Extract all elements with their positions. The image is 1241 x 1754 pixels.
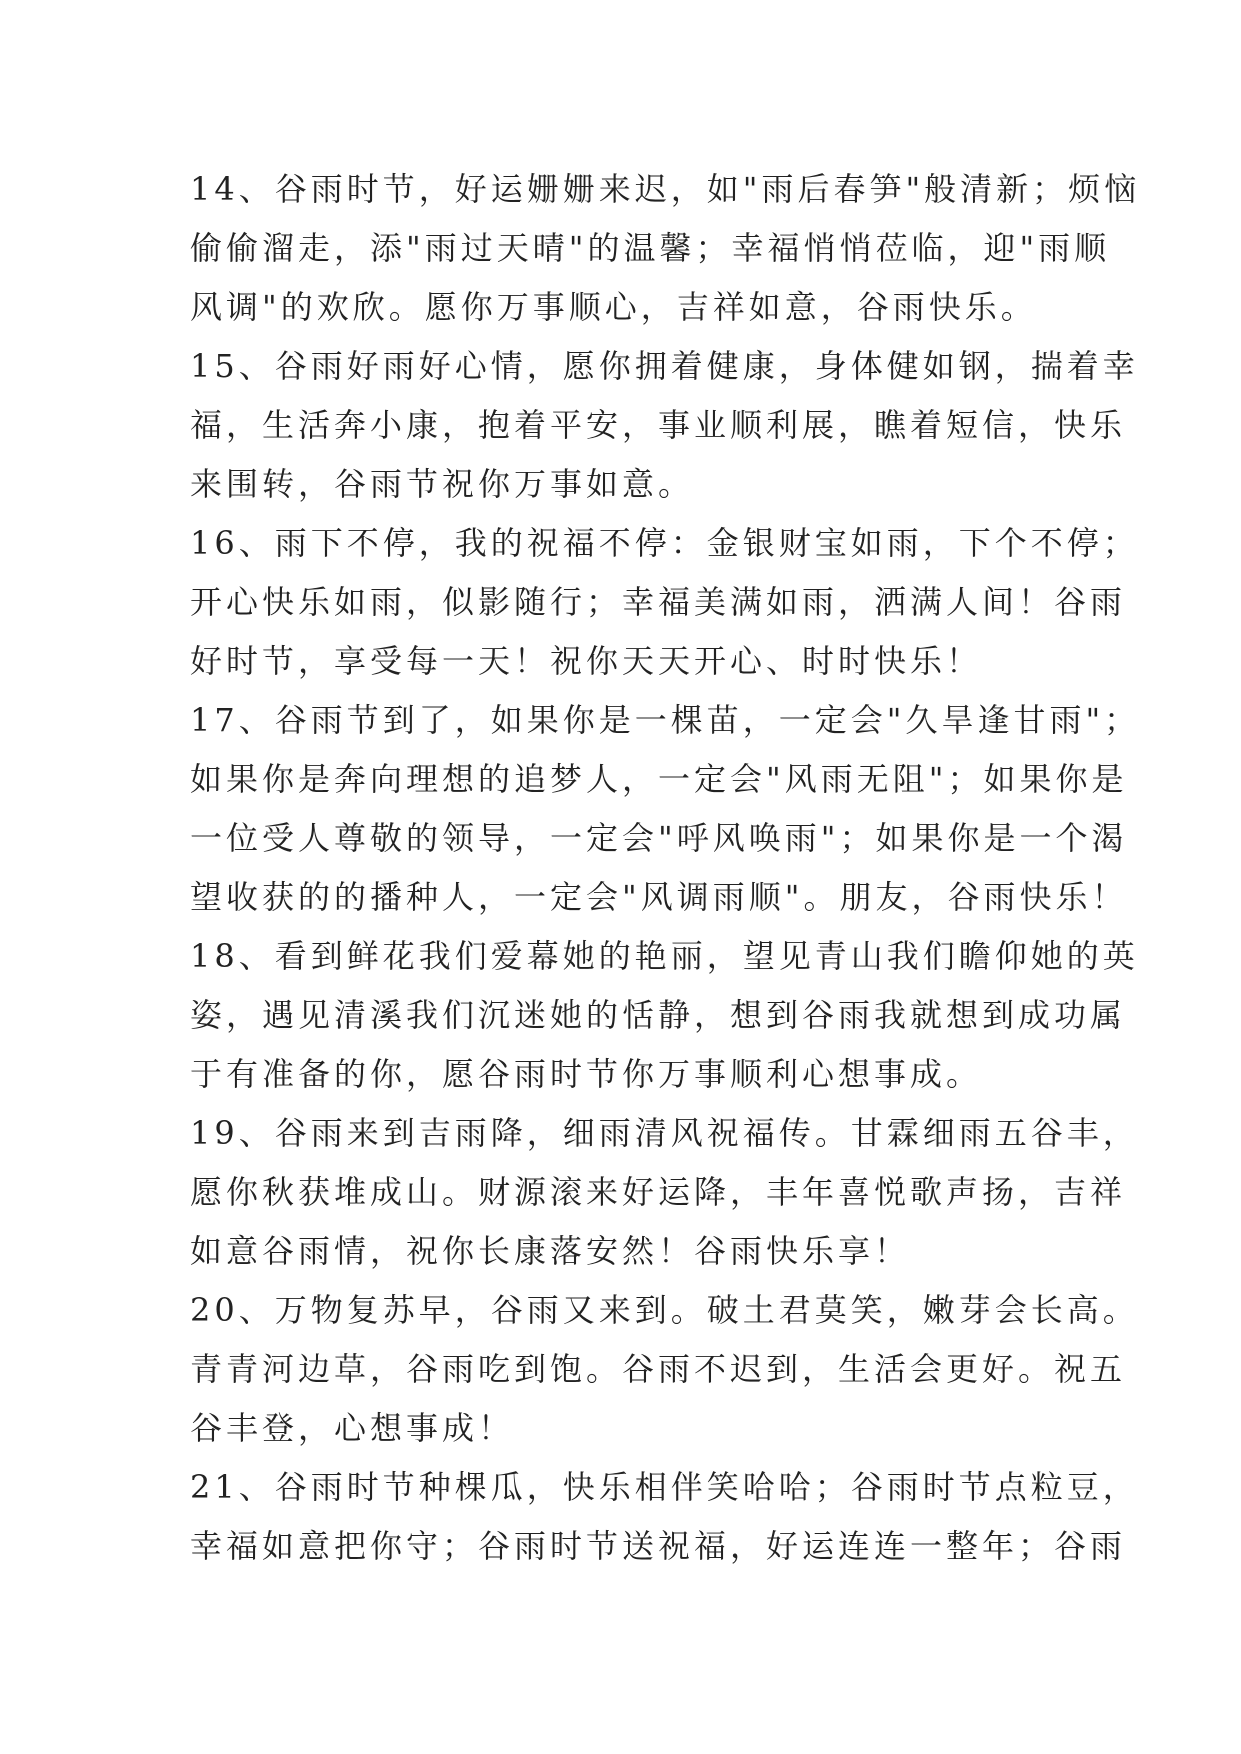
text-line: 青青河边草，谷雨吃到饱。谷雨不迟到，生活会更好。祝五 bbox=[190, 1350, 1127, 1388]
text-line: 19、谷雨来到吉雨降，细雨清风祝福传。甘霖细雨五谷丰， bbox=[190, 1114, 1139, 1152]
document-body bbox=[190, 160, 1141, 1576]
text-line: 21、谷雨时节种棵瓜，快乐相伴笑哈哈；谷雨时节点粒豆， bbox=[190, 1468, 1139, 1506]
text-line: 望收获的的播种人，一定会"风调雨顺"。朋友，谷雨快乐！ bbox=[190, 878, 1128, 916]
paragraph-17 bbox=[190, 691, 1141, 927]
text-line: 福，生活奔小康，抱着平安，事业顺利展，瞧着短信，快乐 bbox=[190, 406, 1127, 444]
text-line: 偷偷溜走，添"雨过天晴"的温馨；幸福悄悄莅临，迎"雨顺 bbox=[190, 229, 1111, 267]
text-line: 18、看到鲜花我们爱幕她的艳丽，望见青山我们瞻仰她的英 bbox=[190, 937, 1139, 975]
paragraph-19 bbox=[190, 1104, 1139, 1281]
text-line: 来围转，谷雨节祝你万事如意。 bbox=[190, 465, 695, 503]
paragraph-18 bbox=[190, 927, 1139, 1104]
text-line: 谷丰登，心想事成！ bbox=[190, 1409, 515, 1447]
text-line: 风调"的欢欣。愿你万事顺心，吉祥如意，谷雨快乐。 bbox=[190, 288, 1037, 326]
paragraph-21 bbox=[190, 1458, 1139, 1576]
text-line: 如果你是奔向理想的追梦人，一定会"风雨无阻"；如果你是 bbox=[190, 760, 1128, 798]
paragraph-15 bbox=[190, 337, 1139, 514]
text-line: 幸福如意把你守；谷雨时节送祝福，好运连连一整年；谷雨 bbox=[190, 1527, 1127, 1565]
text-line: 20、万物复苏早，谷雨又来到。破土君莫笑，嫩芽会长高。 bbox=[190, 1291, 1139, 1329]
text-line: 于有准备的你，愿谷雨时节你万事顺利心想事成。 bbox=[190, 1055, 983, 1093]
text-line: 开心快乐如雨，似影随行；幸福美满如雨，洒满人间！谷雨 bbox=[190, 583, 1127, 621]
text-line: 愿你秋获堆成山。财源滚来好运降，丰年喜悦歌声扬，吉祥 bbox=[190, 1173, 1127, 1211]
text-line: 16、雨下不停，我的祝福不停：金银财宝如雨，下个不停； bbox=[190, 524, 1139, 562]
text-line: 如意谷雨情，祝你长康落安然！谷雨快乐享！ bbox=[190, 1232, 911, 1270]
text-line: 姿，遇见清溪我们沉迷她的恬静，想到谷雨我就想到成功属 bbox=[190, 996, 1127, 1034]
paragraph-14 bbox=[190, 160, 1141, 337]
paragraph-16 bbox=[190, 514, 1139, 691]
text-line: 好时节，享受每一天！祝你天天开心、时时快乐！ bbox=[190, 642, 983, 680]
text-line: 15、谷雨好雨好心情，愿你拥着健康，身体健如钢，揣着幸 bbox=[190, 347, 1139, 385]
text-line: 14、谷雨时节，好运姗姗来迟，如"雨后春笋"般清新；烦恼 bbox=[190, 170, 1141, 208]
text-line: 一位受人尊敬的领导，一定会"呼风唤雨"；如果你是一个渴 bbox=[190, 819, 1128, 857]
paragraph-20 bbox=[190, 1281, 1139, 1458]
text-line: 17、谷雨节到了，如果你是一棵苗，一定会"久旱逢甘雨"； bbox=[190, 701, 1141, 739]
